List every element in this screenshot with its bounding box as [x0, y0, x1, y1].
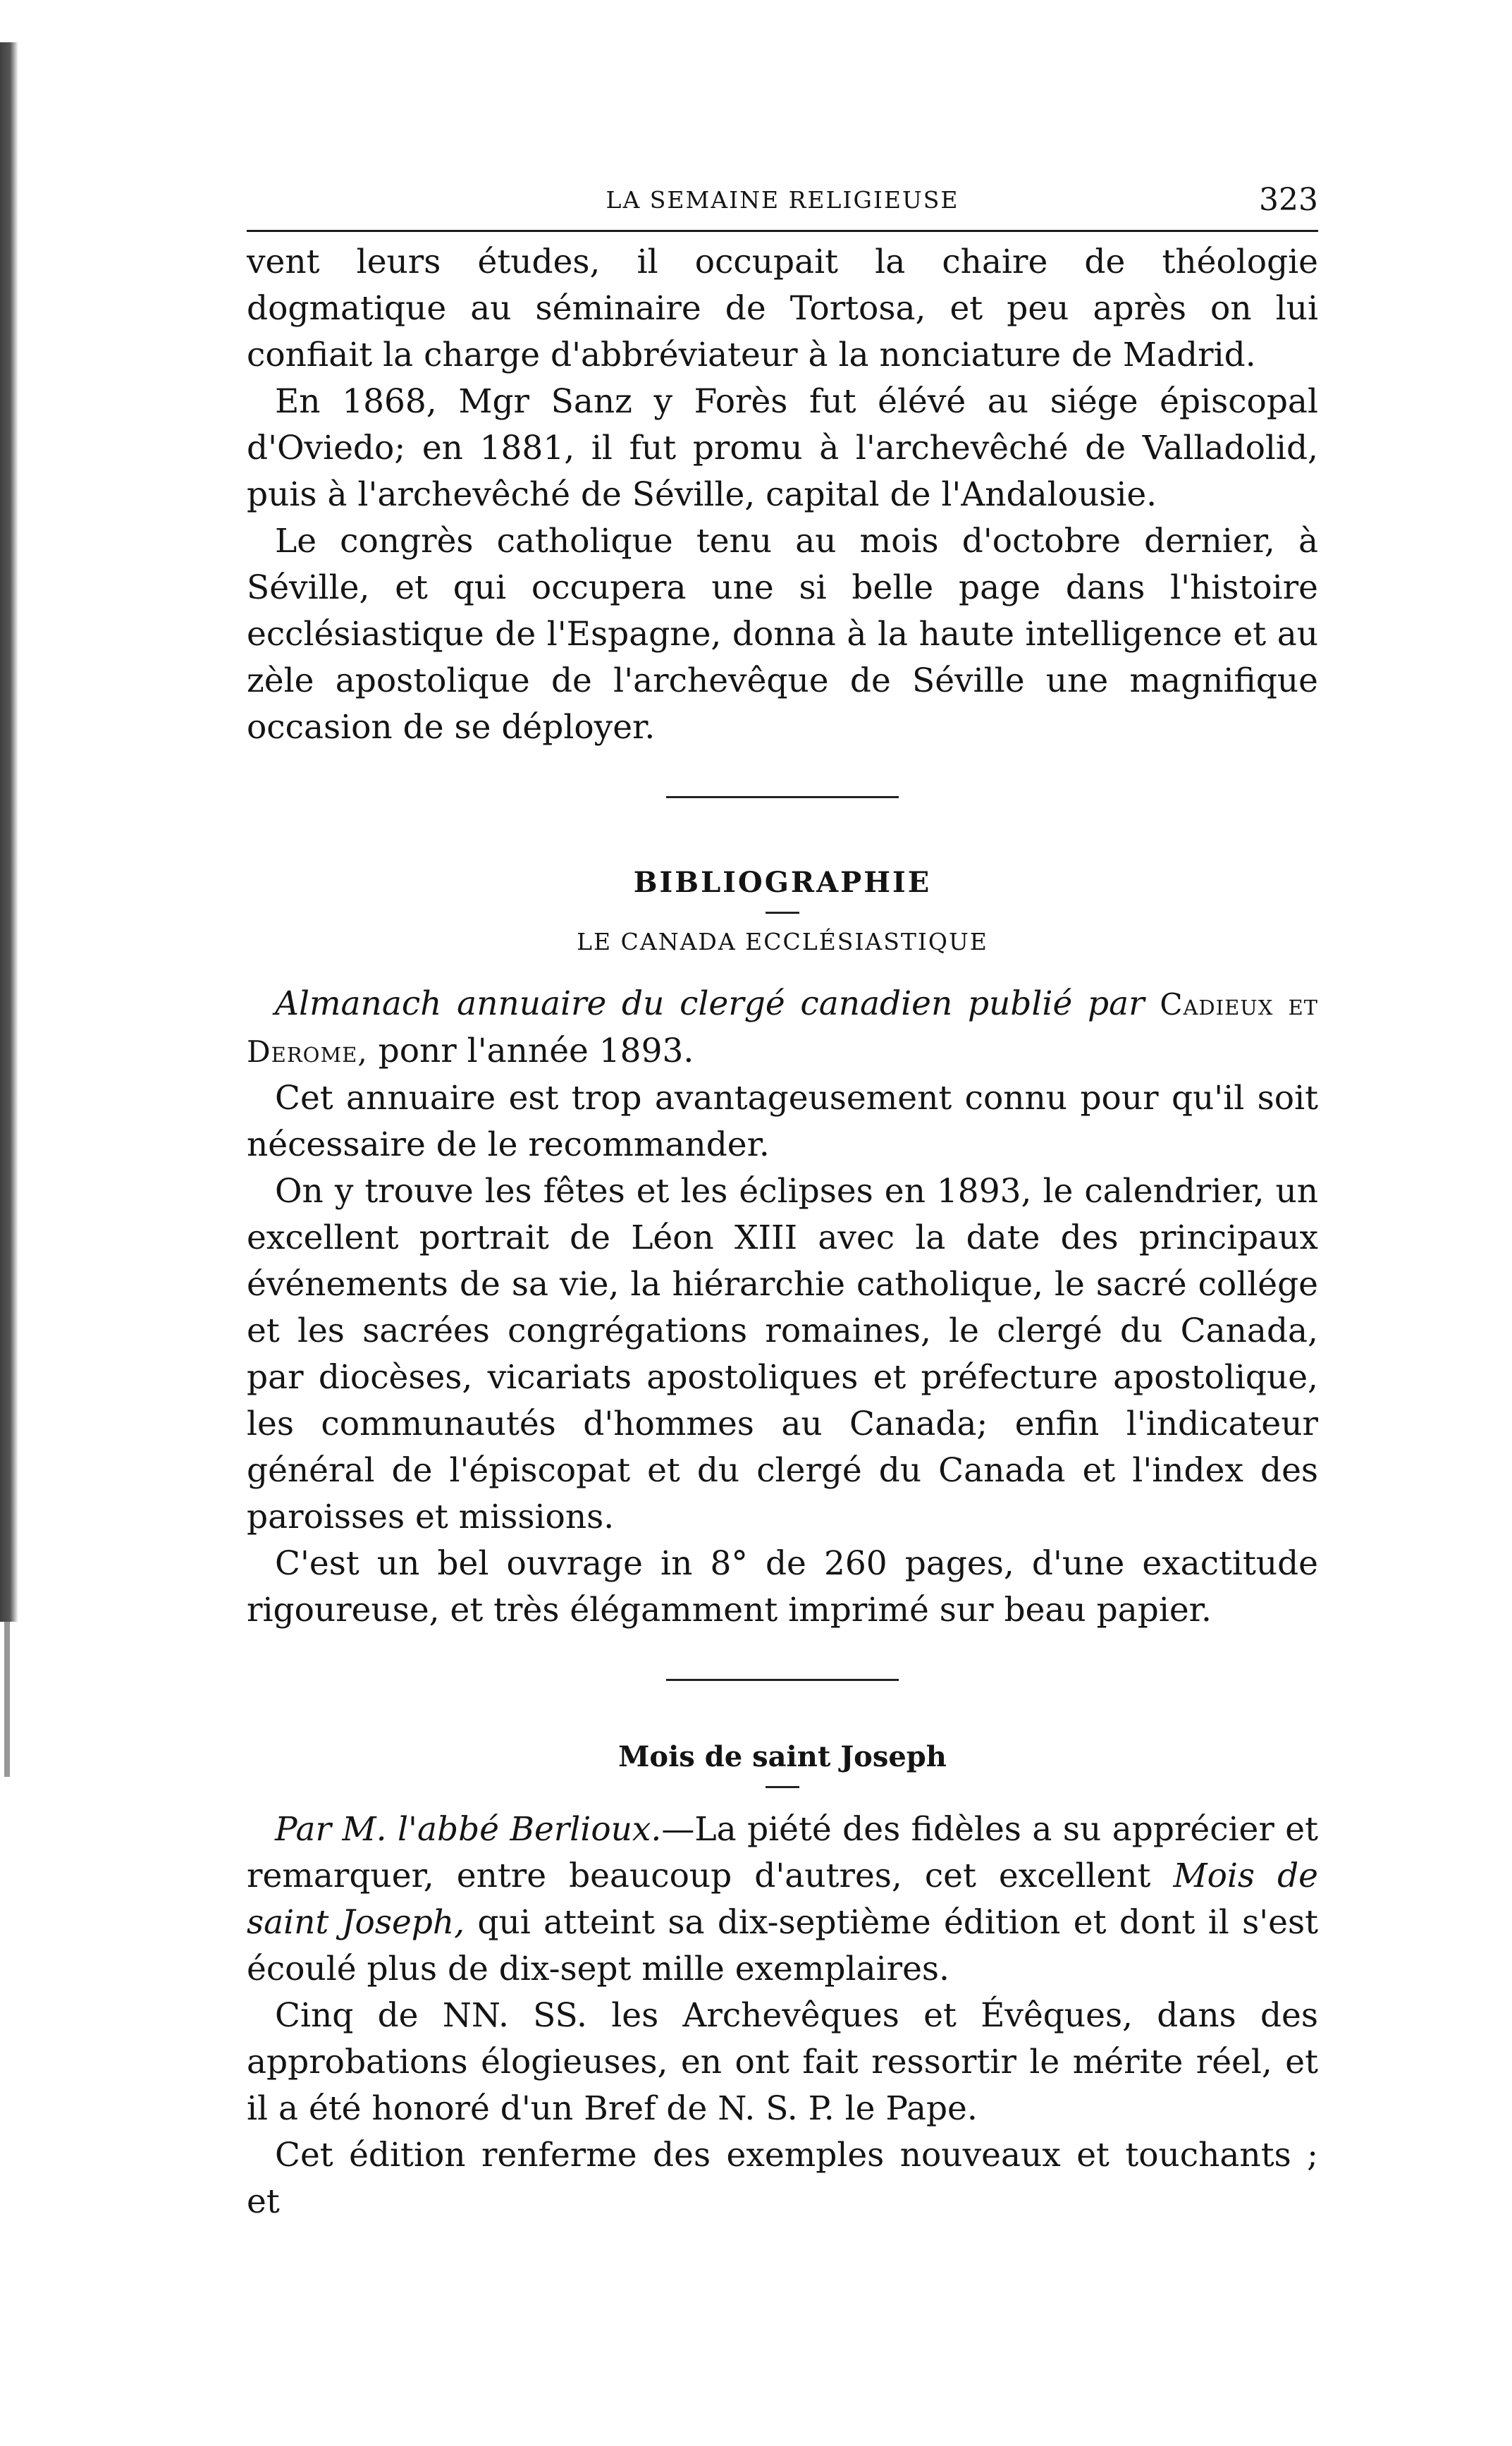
paragraph-edition: Cet édition renferme des exemples nouveaux et touchants ; et	[247, 2136, 1318, 2221]
section-separator	[666, 1679, 899, 1681]
section-heading-mois: Mois de saint Joseph	[618, 1740, 947, 1773]
binding-edge-shadow	[0, 42, 18, 1622]
section-separator	[666, 796, 899, 798]
author-name: Par M. l'abbé Berlioux.	[275, 1810, 662, 1849]
paragraph-berlioux: Par M. l'abbé Berlioux.—La piété des fidèles a su apprécier et remarquer, entre beaucoup d'autres, cet excellent Mois de saint Joseph, qui atteint sa dix-septième édition et dont il s'est écoulé plus de dix-sept mille exemplaires.	[247, 1810, 1319, 1988]
paragraph-annuaire: Cet annuaire est trop avantageusement connu pour qu'il soit nécessaire de le recommander.	[247, 1079, 1318, 1164]
paragraph-approbations: Cinq de NN. SS. les Archevêques et Évêques, dans des approbations élogieuses, en ont fait ressortir le mérite réel, et il a été honoré d'un Bref de N. S. P. le Pape.	[247, 1996, 1318, 2128]
almanach-authors: Cadieux et Derome,	[247, 987, 1318, 1069]
binding-edge-mark	[4, 1622, 10, 1777]
section-subheading: LE CANADA ECCLÉSIASTIQUE	[577, 928, 988, 955]
paragraph-oviedo: En 1868, Mgr Sanz y Forès fut élévé au siége épiscopal d'Oviedo; en 1881, il fut promu à l'archevêché de Valladolid, puis à l'archevêché de Séville, capital de l'Andalousie.	[247, 382, 1318, 514]
section-heading-bibliographie: BIBLIOGRAPHIE	[633, 866, 932, 899]
almanach-title: Almanach annuaire du clergé canadien publié par	[275, 984, 1145, 1023]
almanach-year: ponr l'année 1893.	[378, 1032, 694, 1070]
book-title: Mois de saint Joseph,	[247, 1857, 1318, 1942]
book-page	[247, 176, 1318, 2225]
page-number: 323	[1259, 182, 1318, 218]
paragraph-almanach	[247, 981, 1318, 1075]
header-rule	[247, 230, 1318, 232]
paragraph-continuation: vent leurs études, il occupait la chaire de théologie dogmatique au séminaire de Tortosa, et peu après on lui confiait la charge d'abbréviateur à la nonciature de Madrid.	[247, 243, 1318, 374]
paragraph-contenu: On y trouve les fêtes et les éclipses en 1893, le calendrier, un excellent portrait de Léon XIII avec la date des principaux événements de sa vie, la hiérarchie catholique, le sacré collége et les sacrées congrégations romaines, le clergé du Canada, par diocèses, vicariats apostoliques et préfecture apostolique, les communautés d'hommes au Canada; enfin l'indicateur général de l'épiscopat et du clergé du Canada et l'index des paroisses et missions.	[247, 1172, 1318, 1536]
running-title: LA SEMAINE RELIGIEUSE	[606, 186, 959, 214]
heading-dash	[766, 1786, 799, 1788]
paragraph-congres: Le congrès catholique tenu au mois d'octobre dernier, à Séville, et qui occupera une si belle page dans l'histoire ecclésiastique de l'Espagne, donna à la haute intelligence et au zèle apostolique de l'archevêque de Séville une magnifique occasion de se déployer.	[247, 522, 1318, 747]
paragraph-ouvrage: C'est un bel ouvrage in 8° de 260 pages, d'une exactitude rigoureuse, et très élégamment imprimé sur beau papier.	[247, 1544, 1318, 1629]
running-header	[247, 176, 1318, 227]
heading-dash	[766, 912, 799, 914]
